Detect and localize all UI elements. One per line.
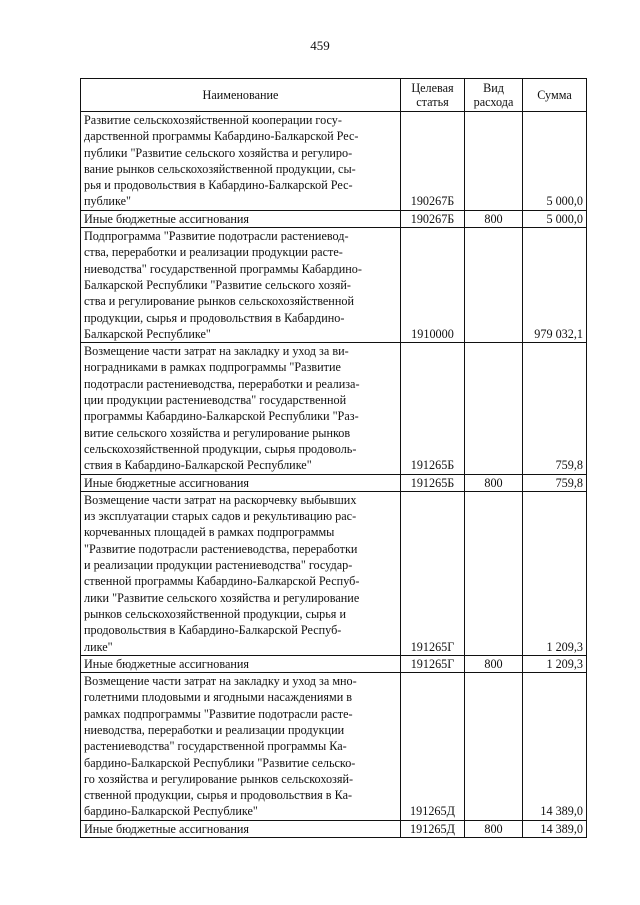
row-name-line: бардино-Балкарской Республике" bbox=[84, 804, 258, 819]
row-name-line: Иные бюджетные ассигнования bbox=[84, 821, 250, 836]
row-target-article: 1910000 bbox=[401, 228, 465, 343]
row-name-line: Балкарской Республике" bbox=[84, 326, 211, 341]
row-expense-type bbox=[465, 228, 523, 343]
row-name-line: ции продукции растениеводства" государственной bbox=[84, 393, 347, 408]
row-expense-type bbox=[465, 673, 523, 821]
row-name-line: лике" bbox=[84, 639, 113, 654]
header-target-article-line-2: статья bbox=[416, 95, 449, 109]
row-target-article: 191265Г bbox=[401, 491, 465, 655]
budget-table bbox=[80, 78, 587, 838]
header-target-article bbox=[401, 79, 465, 112]
row-name-line: Возмещение части затрат на раскорчевку выбывших bbox=[84, 492, 357, 507]
row-expense-type bbox=[465, 343, 523, 474]
header-expense-type bbox=[465, 79, 523, 112]
row-name-line: "Развитие подотрасли растениеводства, переработки bbox=[84, 541, 358, 556]
row-name-line: продовольствия в Кабардино-Балкарской Респуб- bbox=[84, 623, 342, 638]
row-sum: 5 000,0 bbox=[523, 112, 587, 211]
row-name-line: корчеванных площадей в рамках подпрограммы bbox=[84, 525, 335, 540]
row-name-line: ствия в Кабардино-Балкарской Республике" bbox=[84, 458, 312, 473]
row-name-line: продукции, сырья и продовольствия в Кабардино- bbox=[84, 310, 345, 325]
header-name: Наименование bbox=[81, 79, 401, 112]
row-name-line: ниеводства, переработки и реализации продукции bbox=[84, 722, 345, 737]
row-name-line: рынков сельскохозяйственной продукции, сырья и bbox=[84, 606, 346, 621]
row-target-article: 190267Б bbox=[401, 210, 465, 227]
row-name-line: рамках подпрограммы "Развитие подотрасли расте- bbox=[84, 706, 353, 721]
row-name-line: Подпрограмма "Развитие подотрасли растениевод- bbox=[84, 229, 349, 244]
row-name-line: ственной продукции, сырья и продовольствия в Ка- bbox=[84, 788, 353, 803]
row-name-line: ства и регулирование рынков сельскохозяйственной bbox=[84, 294, 354, 309]
table-header-row bbox=[81, 79, 587, 112]
row-expense-type: 800 bbox=[465, 474, 523, 491]
row-name-line: Иные бюджетные ассигнования bbox=[84, 475, 250, 490]
row-target-article: 191265Д bbox=[401, 673, 465, 821]
header-target-article-line-1: Целевая bbox=[411, 81, 454, 95]
row-sum: 5 000,0 bbox=[523, 210, 587, 227]
row-name bbox=[81, 210, 401, 227]
row-target-article: 190267Б bbox=[401, 112, 465, 211]
table-row bbox=[81, 673, 587, 821]
row-name-line: из эксплуатации старых садов и рекультивацию рас- bbox=[84, 509, 357, 524]
row-name-line: дарственной программы Кабардино-Балкарской Рес- bbox=[84, 129, 359, 144]
row-name-line: Развитие сельскохозяйственной кооперации госу- bbox=[84, 113, 342, 127]
row-target-article: 191265Д bbox=[401, 820, 465, 837]
row-name-line: Балкарской Республики "Развитие сельского хозяй- bbox=[84, 277, 351, 292]
row-name-line: Иные бюджетные ассигнования bbox=[84, 656, 250, 671]
header-expense-type-line-1: Вид bbox=[483, 81, 504, 95]
header-sum: Сумма bbox=[523, 79, 587, 112]
row-name-line: лики "Развитие сельского хозяйства и регулирование bbox=[84, 590, 360, 605]
table-body bbox=[81, 112, 587, 838]
row-name bbox=[81, 343, 401, 474]
row-expense-type: 800 bbox=[465, 820, 523, 837]
table-row bbox=[81, 655, 587, 672]
table-row bbox=[81, 112, 587, 211]
table-row bbox=[81, 228, 587, 343]
row-name-line: подотрасли растениеводства, переработки и реализа- bbox=[84, 376, 360, 391]
row-name-line: витие сельского хозяйства и регулирование рынков bbox=[84, 425, 351, 440]
row-name-line: публики "Развитие сельского хозяйства и регулиро- bbox=[84, 145, 353, 160]
row-target-article: 191265Б bbox=[401, 343, 465, 474]
row-name bbox=[81, 491, 401, 655]
row-name bbox=[81, 474, 401, 491]
row-expense-type bbox=[465, 112, 523, 211]
row-name-line: Иные бюджетные ассигнования bbox=[84, 211, 250, 226]
row-sum: 14 389,0 bbox=[523, 820, 587, 837]
row-name-line: растениеводства" государственной программы Ка- bbox=[84, 739, 347, 754]
row-name-line: ноградниками в рамках подпрограммы "Развитие bbox=[84, 360, 341, 375]
row-name bbox=[81, 655, 401, 672]
row-name-line: ства, переработки и реализации продукции расте- bbox=[84, 245, 343, 260]
row-sum: 1 209,3 bbox=[523, 655, 587, 672]
row-expense-type: 800 bbox=[465, 210, 523, 227]
row-name-line: сельскохозяйственной продукции, сырья продоволь- bbox=[84, 441, 357, 456]
row-sum: 759,8 bbox=[523, 474, 587, 491]
row-sum: 1 209,3 bbox=[523, 491, 587, 655]
row-sum: 979 032,1 bbox=[523, 228, 587, 343]
row-name-line: ниеводства" государственной программы Кабардино- bbox=[84, 261, 362, 276]
row-expense-type: 800 bbox=[465, 655, 523, 672]
row-expense-type bbox=[465, 491, 523, 655]
row-name-line: вание рынков сельскохозяйственной продукции, сы- bbox=[84, 161, 356, 176]
table-row bbox=[81, 491, 587, 655]
row-name-line: Возмещение части затрат на закладку и уход за ви- bbox=[84, 344, 349, 359]
row-name-line: программы Кабардино-Балкарской Республики "Раз- bbox=[84, 409, 359, 424]
table-row bbox=[81, 820, 587, 837]
row-target-article: 191265Б bbox=[401, 474, 465, 491]
row-name-line: публике" bbox=[84, 194, 131, 209]
page-number: 459 bbox=[310, 38, 330, 53]
row-name-line: голетними плодовыми и ягодными насаждениями в bbox=[84, 690, 353, 705]
row-name-line: бардино-Балкарской Республики "Развитие сельско- bbox=[84, 755, 356, 770]
row-name bbox=[81, 228, 401, 343]
row-name-line: ственной программы Кабардино-Балкарской Респуб- bbox=[84, 574, 360, 589]
header-expense-type-line-2: расхода bbox=[473, 95, 514, 109]
row-sum: 14 389,0 bbox=[523, 673, 587, 821]
row-target-article: 191265Г bbox=[401, 655, 465, 672]
row-name-line: и реализации продукции растениеводства" государ- bbox=[84, 558, 353, 573]
row-name bbox=[81, 820, 401, 837]
row-sum: 759,8 bbox=[523, 343, 587, 474]
row-name-line: го хозяйства и регулирование рынков сельскохозяй- bbox=[84, 771, 354, 786]
table-row bbox=[81, 474, 587, 491]
table-row bbox=[81, 210, 587, 227]
row-name bbox=[81, 673, 401, 821]
table-row bbox=[81, 343, 587, 474]
row-name bbox=[81, 112, 401, 211]
row-name-line: Возмещение части затрат на закладку и уход за мно- bbox=[84, 674, 357, 689]
row-name-line: рья и продовольствия в Кабардино-Балкарской Рес- bbox=[84, 178, 353, 193]
